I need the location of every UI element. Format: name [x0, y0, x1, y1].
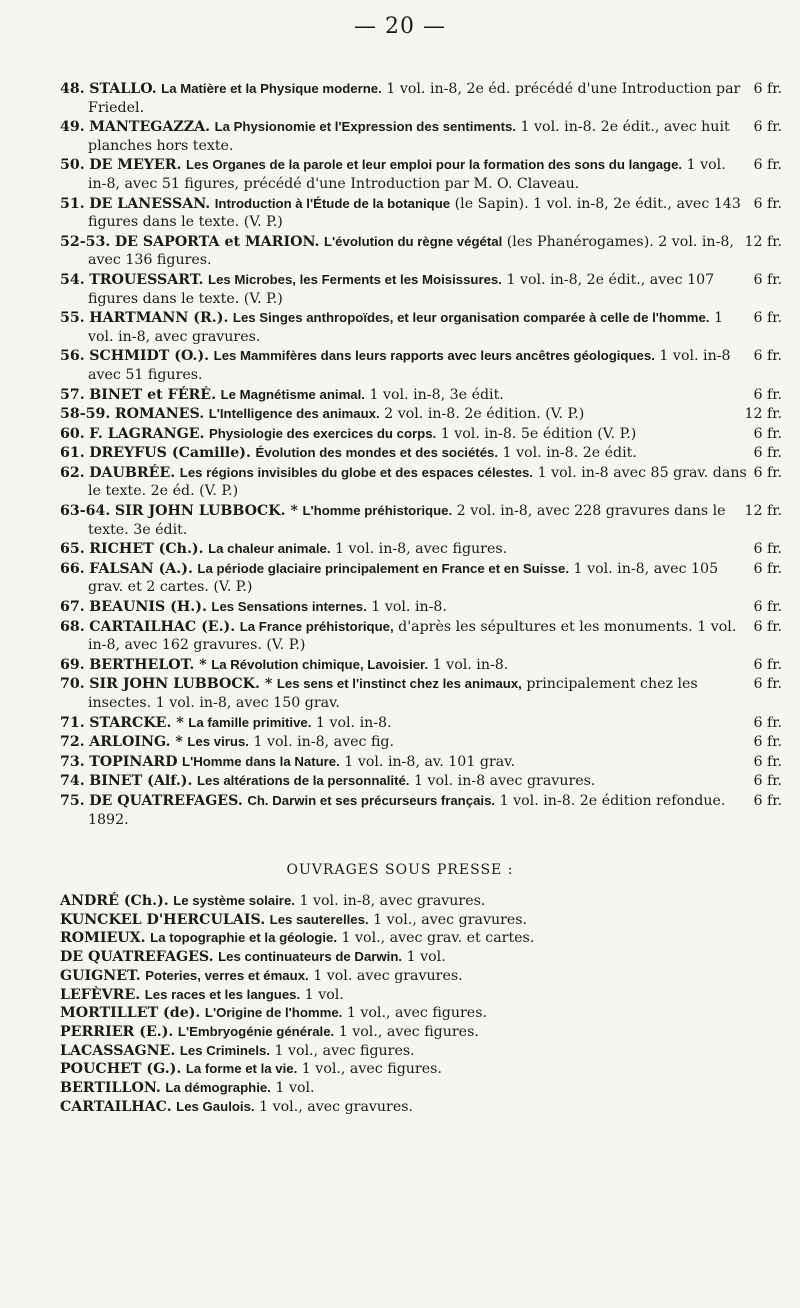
entry-author: PERRIER (E.).: [60, 1023, 174, 1040]
entry-details: 1 vol. in-8, 3e édit.: [369, 386, 504, 403]
entry-details: 1 vol. avec gravures.: [313, 967, 463, 984]
entry-author: BINET et FÉRÉ.: [89, 386, 217, 403]
entry-number: 56.: [60, 348, 85, 365]
entry-price: 6 fr.: [753, 599, 782, 616]
entry-details: 1 vol. in-8. 2e édit., avec huit planches hors texte.: [88, 119, 730, 154]
entry-details: 1 vol. in-8 avec gravures.: [414, 773, 596, 790]
catalogue-entry: [60, 714, 782, 733]
catalogue-entry: [60, 118, 782, 155]
catalogue-entry: [60, 233, 782, 270]
entry-details: 1 vol. in-8, av. 101 grav.: [344, 753, 516, 770]
entry-author: BINET (Alf.).: [89, 773, 193, 790]
entry-title: L'Embryogénie générale.: [177, 1023, 335, 1039]
entry-details: 1 vol. in-8, avec 51 figures, précédé d'une Introduction par M. O. Claveau.: [88, 157, 726, 192]
entry-number: 62.: [60, 464, 85, 481]
entry-number: 51.: [60, 195, 85, 212]
entry-details: 1 vol., avec figures.: [338, 1023, 479, 1040]
entry-title: Les Organes de la parole et leur emploi pour la formation des sons du langage.: [185, 157, 683, 173]
entry-author: STALLO.: [89, 81, 157, 97]
catalogue-entry: [60, 675, 782, 712]
entry-title: La forme et la vie.: [185, 1061, 298, 1077]
entry-price: 6 fr.: [753, 119, 782, 136]
entry-title: La chaleur animale.: [208, 541, 331, 557]
entry-author: MANTEGAZZA.: [89, 119, 211, 136]
entry-details: 1 vol. in-8, avec gravures.: [299, 893, 486, 909]
entry-number: 61.: [60, 445, 85, 462]
entry-number: 69.: [60, 656, 85, 673]
entry-author: DE QUATREFAGES.: [60, 949, 214, 966]
entry-number: 74.: [60, 773, 85, 790]
forthcoming-item: [60, 1098, 782, 1117]
entry-number: 57.: [60, 386, 85, 403]
entry-author: ROMIEUX.: [60, 930, 146, 947]
catalogue-entry: [60, 386, 782, 405]
entry-details: 1 vol., avec grav. et cartes.: [341, 930, 535, 947]
entry-title: Les sens et l'instinct chez les animaux,: [276, 676, 522, 692]
forthcoming-item: [60, 1004, 782, 1023]
entry-author: F. LAGRANGE.: [89, 425, 205, 442]
entry-title: L'homme préhistorique.: [302, 503, 453, 519]
entry-details: 1 vol. in-8, avec fig.: [253, 734, 395, 751]
entry-author: ROMANES.: [114, 406, 205, 423]
entry-details: 1 vol. in-8. 5e édition (V. P.): [440, 425, 637, 442]
entry-details: 1 vol. in-8. 2e édition refondue. 1892.: [88, 792, 726, 828]
entry-number: 54.: [60, 271, 85, 288]
entry-number: 50.: [60, 157, 85, 174]
entry-title: Ch. Darwin et ses précurseurs français.: [247, 792, 496, 808]
entry-details: 1 vol.: [275, 1080, 315, 1097]
entry-author: CARTAILHAC.: [60, 1098, 172, 1115]
entry-author: SIR JOHN LUBBOCK. *: [114, 503, 298, 520]
entry-details: (les Phanérogames). 2 vol. in-8, avec 136 figures.: [88, 233, 734, 269]
entry-author: GUIGNET.: [60, 967, 141, 984]
entry-details: 1 vol. in-8, avec gravures.: [88, 310, 724, 345]
catalogue-entry: [60, 540, 782, 559]
entry-price: 6 fr.: [753, 676, 782, 693]
entry-price: 6 fr.: [753, 734, 782, 751]
entry-author: BERTILLON.: [60, 1080, 161, 1097]
entry-price: 6 fr.: [753, 541, 782, 558]
entry-price: 6 fr.: [753, 464, 782, 481]
entry-author: RICHET (Ch.).: [89, 541, 204, 558]
entry-title: La famille primitive.: [188, 714, 312, 730]
entry-price: 6 fr.: [753, 386, 782, 403]
catalogue-entry: [60, 772, 782, 791]
entry-number: 58-59.: [60, 406, 111, 423]
entry-price: 6 fr.: [753, 195, 782, 212]
entry-title: Le Magnétisme animal.: [220, 386, 365, 402]
entry-details: principalement chez les insectes. 1 vol. in-8, avec 150 grav.: [88, 676, 698, 711]
entry-number: 55.: [60, 310, 85, 327]
entry-price: 12 fr.: [744, 233, 782, 250]
entry-title: La démographie.: [165, 1080, 271, 1096]
entry-details: d'après les sépultures et les monuments. 1 vol. in-8, avec 162 gravures. (V. P.): [88, 618, 737, 654]
entry-author: LACASSAGNE.: [60, 1042, 176, 1059]
forthcoming-heading: OUVRAGES SOUS PRESSE :: [286, 862, 514, 878]
entry-price: 6 fr.: [753, 753, 782, 770]
entry-author: TOPINARD: [89, 753, 178, 770]
forthcoming-item: [60, 911, 782, 930]
entry-author: BERTHELOT. *: [89, 656, 207, 673]
entry-title: Physiologie des exercices du corps.: [208, 425, 437, 441]
forthcoming-item: [60, 948, 782, 967]
entry-author: KUNCKEL D'HERCULAIS.: [60, 911, 266, 928]
entry-title: L'Intelligence des animaux.: [208, 406, 380, 422]
entry-title: L'Homme dans la Nature.: [182, 753, 340, 769]
catalogue-entries: [60, 80, 782, 830]
catalogue-entry: [60, 656, 782, 675]
entry-author: POUCHET (G.).: [60, 1061, 182, 1078]
catalogue-entry: [60, 347, 782, 384]
entry-author: DE LANESSAN.: [89, 195, 211, 212]
entry-number: 66.: [60, 560, 85, 577]
entry-title: La topographie et la géologie.: [150, 930, 337, 946]
entry-details: 1 vol., avec figures.: [301, 1061, 442, 1078]
entry-author: BEAUNIS (H.).: [89, 599, 207, 616]
entry-price: 6 fr.: [753, 425, 782, 442]
entry-details: 1 vol., avec gravures.: [373, 911, 528, 928]
entry-title: Les sauterelles.: [269, 911, 369, 927]
entry-details: 1 vol.: [406, 949, 446, 966]
catalogue-entry: [60, 502, 782, 539]
entry-author: LEFÈVRE.: [60, 986, 141, 1003]
entry-title: L'évolution du règne végétal: [323, 233, 503, 249]
entry-author: HARTMANN (R.).: [89, 310, 229, 327]
entry-author: DREYFUS (Camille).: [89, 445, 251, 462]
entry-title: Évolution des mondes et des sociétés.: [255, 445, 499, 461]
entry-details: 1 vol. in-8. 2e édit.: [502, 445, 637, 462]
entry-author: DE MEYER.: [89, 157, 182, 174]
entry-details: 1 vol. in-8, 2e éd. précédé d'une Introduction par Friedel.: [88, 81, 741, 116]
entry-number: 63-64.: [60, 503, 111, 520]
catalogue-entry: [60, 733, 782, 752]
page-number: — 20 —: [354, 14, 446, 39]
catalogue-entry: [60, 405, 782, 424]
entry-number: 48.: [60, 81, 85, 97]
entry-author: DE QUATREFAGES.: [89, 792, 243, 809]
catalogue-entry: [60, 598, 782, 617]
entry-price: 6 fr.: [753, 656, 782, 673]
entry-details: 1 vol. in-8, 2e édit., avec 107 figures dans le texte. (V. P.): [88, 271, 715, 307]
entry-number: 73.: [60, 753, 85, 770]
entry-title: Les races et les langues.: [144, 986, 301, 1002]
entry-price: 6 fr.: [753, 792, 782, 809]
catalogue-entry: [60, 464, 782, 501]
entry-number: 60.: [60, 425, 85, 442]
entry-details: 1 vol. in-8 avec 51 figures.: [88, 348, 731, 383]
forthcoming-item: [60, 892, 782, 911]
entry-price: 6 fr.: [753, 271, 782, 288]
entry-price: 6 fr.: [753, 560, 782, 577]
forthcoming-item: [60, 1060, 782, 1079]
catalogue-entry: [60, 309, 782, 346]
entry-title: La période glaciaire principalement en France et en Suisse.: [197, 560, 570, 576]
entry-author: SCHMIDT (O.).: [89, 348, 210, 365]
catalogue-entry: [60, 195, 782, 232]
entry-title: Les régions invisibles du globe et des espaces célestes.: [179, 464, 534, 480]
catalogue-entry: [60, 618, 782, 655]
entry-author: TROUESSART.: [89, 271, 204, 288]
entry-details: (le Sapin). 1 vol. in-8, 2e édit., avec 143 figures dans le texte. (V. P.): [88, 195, 741, 231]
entry-title: Les Gaulois.: [176, 1098, 255, 1114]
entry-author: MORTILLET (de).: [60, 1005, 201, 1022]
forthcoming-item: [60, 1042, 782, 1061]
entry-price: 6 fr.: [753, 348, 782, 365]
entry-details: 2 vol. in-8. 2e édition. (V. P.): [384, 406, 585, 423]
entry-number: 49.: [60, 119, 85, 136]
entry-price: 6 fr.: [753, 157, 782, 174]
entry-title: Les continuateurs de Darwin.: [218, 949, 403, 965]
catalogue-entry: [60, 444, 782, 463]
catalogue-entry: [60, 425, 782, 444]
forthcoming-list: [60, 892, 782, 1116]
entry-author: CARTAILHAC (E.).: [89, 618, 236, 635]
forthcoming-item: [60, 986, 782, 1005]
entry-number: 70.: [60, 676, 85, 693]
entry-title: Le système solaire.: [173, 893, 295, 908]
entry-details: 2 vol. in-8, avec 228 gravures dans le texte. 3e édit.: [88, 503, 726, 538]
catalogue-entry: [60, 80, 782, 117]
catalogue-entry: [60, 271, 782, 308]
entry-details: 1 vol., avec gravures.: [259, 1098, 414, 1115]
forthcoming-item: [60, 967, 782, 986]
entry-price: 6 fr.: [753, 445, 782, 462]
entry-title: Poteries, verres et émaux.: [145, 967, 309, 983]
entry-author: DE SAPORTA et MARION.: [114, 233, 320, 250]
entry-number: 67.: [60, 599, 85, 616]
entry-details: 1 vol. in-8, avec 105 grav. et 2 cartes. (V. P.): [88, 560, 719, 596]
entry-author: SIR JOHN LUBBOCK. *: [89, 676, 273, 693]
entry-number: 72.: [60, 734, 85, 751]
entry-details: 1 vol. in-8 avec 85 grav. dans le texte. 2e éd. (V. P.): [88, 464, 747, 500]
entry-title: La France préhistorique,: [239, 618, 394, 634]
entry-price: 12 fr.: [744, 406, 782, 423]
catalogue-entry: [60, 560, 782, 597]
entry-price: 6 fr.: [753, 310, 782, 327]
forthcoming-item: [60, 1023, 782, 1042]
entry-price: 6 fr.: [753, 773, 782, 790]
catalogue-entry: [60, 792, 782, 829]
entry-details: 1 vol., avec figures.: [346, 1005, 487, 1022]
entry-title: La Matière et la Physique moderne.: [161, 81, 382, 96]
forthcoming-item: [60, 929, 782, 948]
entry-title: Les Sensations internes.: [211, 599, 367, 615]
entry-number: 65.: [60, 541, 85, 558]
entry-title: Les Singes anthropoïdes, et leur organisation comparée à celle de l'homme.: [232, 310, 710, 326]
entry-price: 6 fr.: [753, 618, 782, 635]
forthcoming-item: [60, 1079, 782, 1098]
entry-number: 68.: [60, 618, 85, 635]
catalogue-entry: [60, 753, 782, 772]
entry-price: 6 fr.: [753, 714, 782, 731]
entry-title: Les Microbes, les Ferments et les Moisissures.: [208, 271, 502, 287]
entry-author: STARCKE. *: [89, 714, 184, 731]
catalogue-entry: [60, 156, 782, 193]
entry-price: 12 fr.: [744, 503, 782, 520]
entry-details: 1 vol. in-8.: [371, 599, 447, 616]
entry-details: 1 vol. in-8.: [315, 714, 392, 731]
entry-title: Les virus.: [187, 734, 249, 750]
entry-title: Les altérations de la personnalité.: [196, 773, 410, 789]
entry-author: DAUBRÉE.: [89, 464, 176, 481]
entry-details: 1 vol. in-8, avec figures.: [335, 541, 508, 558]
entry-title: Les Criminels.: [179, 1042, 270, 1058]
entry-title: Les Mammifères dans leurs rapports avec leurs ancêtres géologiques.: [213, 348, 655, 364]
entry-author: FALSAN (A.).: [89, 560, 193, 577]
entry-title: L'Origine de l'homme.: [204, 1005, 343, 1021]
entry-title: La Physionomie et l'Expression des sentiments.: [214, 119, 516, 135]
entry-details: 1 vol.: [304, 986, 344, 1003]
entry-number: 52-53.: [60, 233, 111, 250]
entry-title: La Révolution chimique, Lavoisier.: [211, 656, 429, 672]
entry-title: Introduction à l'Étude de la botanique: [214, 195, 451, 211]
entry-price: 6 fr.: [753, 81, 782, 97]
entry-details: 1 vol. in-8.: [432, 656, 509, 673]
entry-number: 71.: [60, 714, 85, 731]
entry-number: 75.: [60, 792, 85, 809]
entry-details: 1 vol., avec figures.: [274, 1042, 415, 1059]
entry-author: ARLOING. *: [89, 734, 183, 751]
entry-author: ANDRÉ (Ch.).: [60, 893, 169, 909]
